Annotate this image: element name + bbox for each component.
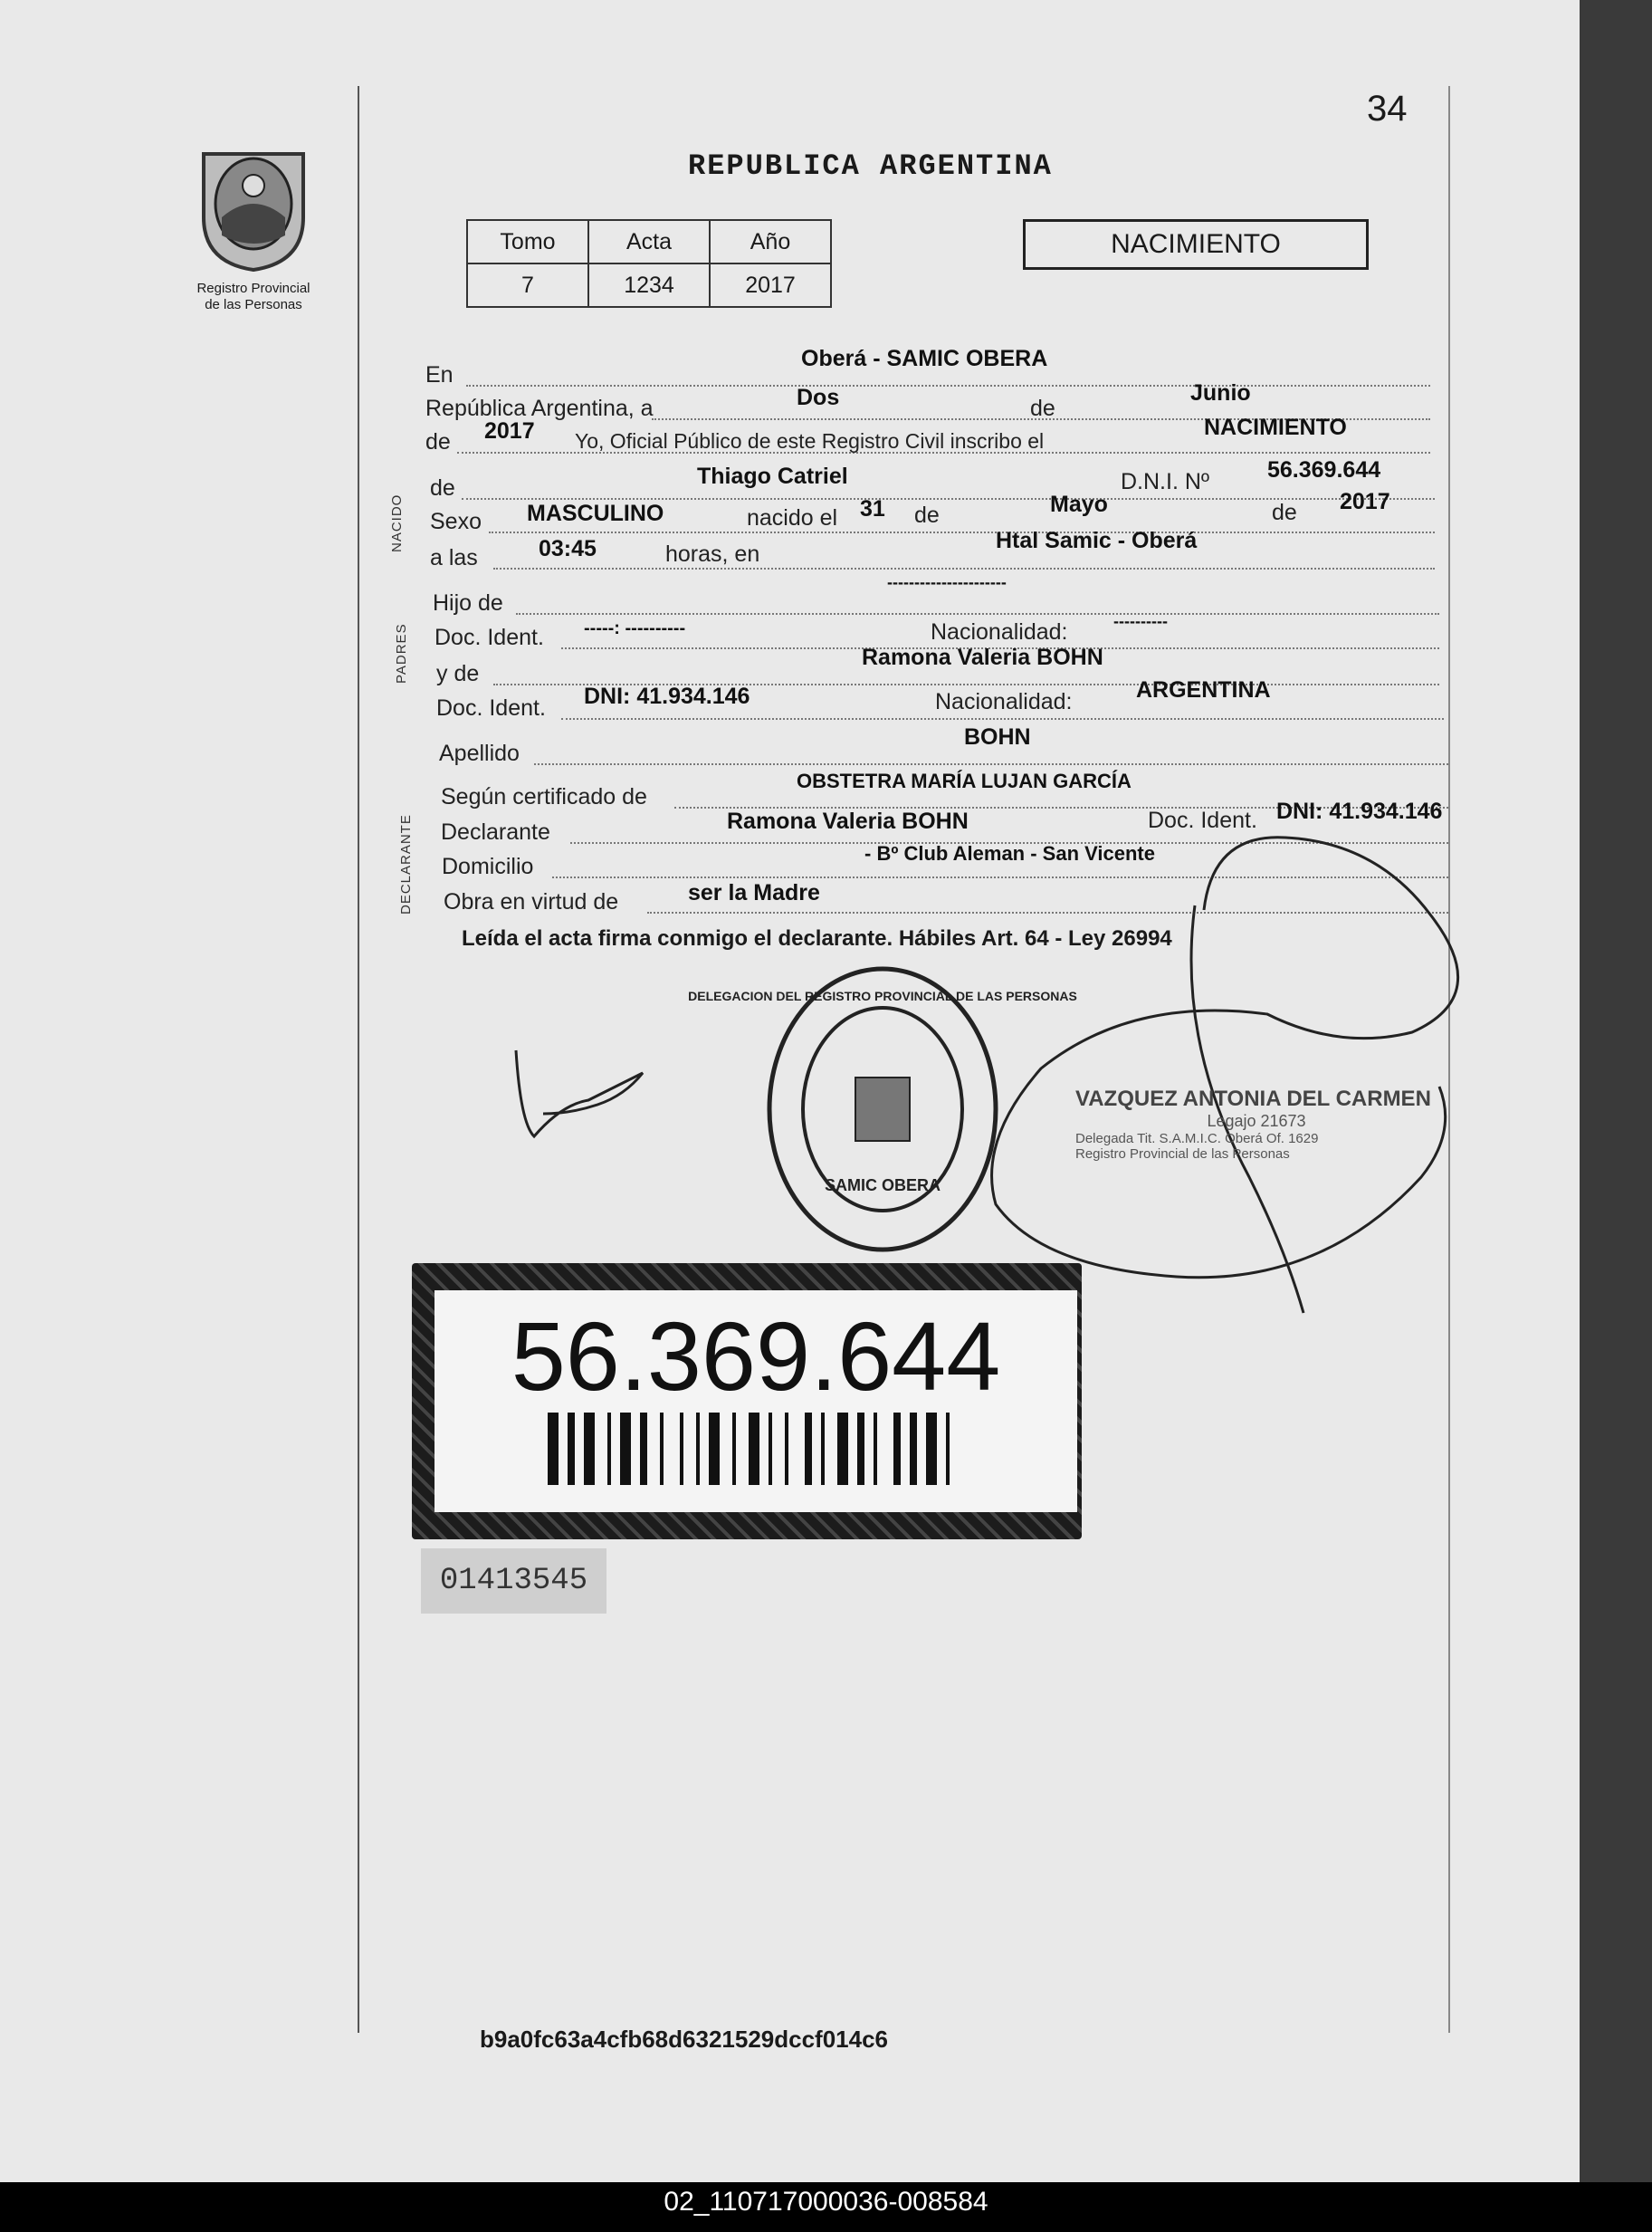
nac1-value: ----------: [1113, 612, 1168, 630]
a-las-label: a las: [430, 545, 478, 570]
horas-label: horas, en: [665, 541, 760, 567]
barcode-bar: [709, 1413, 720, 1485]
official-office: Registro Provincial de las Personas: [1075, 1146, 1290, 1162]
birth-month: Mayo: [1050, 492, 1108, 517]
barcode-bar: [857, 1413, 864, 1485]
domicilio-value: - Bº Club Aleman - San Vicente: [864, 842, 1155, 865]
act-value: NACIMIENTO: [1204, 415, 1347, 440]
barcode-bar: [769, 1413, 772, 1485]
hijo-label: Hijo de: [433, 590, 503, 616]
signature-right-icon: [992, 838, 1458, 1278]
day-value: Dos: [797, 385, 840, 410]
barcode-bar: [640, 1413, 647, 1485]
background-edge: [1580, 0, 1652, 2182]
year-value: 2017: [484, 418, 535, 444]
page-number: 34: [1367, 89, 1408, 129]
barcode-bar: [660, 1413, 664, 1485]
official-stamp: [688, 960, 1077, 1259]
doc1-value: -----: ----------: [584, 618, 686, 638]
signature-left-icon: [516, 1050, 643, 1136]
barcode-bar: [805, 1413, 812, 1485]
cert-value: OBSTETRA MARÍA LUJAN GARCÍA: [797, 770, 1132, 792]
birth-place: Htal Samic - Oberá: [996, 528, 1198, 553]
en-label: En: [425, 362, 454, 388]
sexo-value: MASCULINO: [527, 501, 664, 526]
barcode-bar: [837, 1413, 848, 1485]
birth-time: 03:45: [539, 536, 597, 561]
domicilio-label: Domicilio: [442, 854, 534, 879]
doc2-value: DNI: 41.934.146: [584, 684, 750, 709]
header-acta: Acta: [588, 220, 710, 263]
barcode-bar: [785, 1413, 788, 1485]
sexo-label: Sexo: [430, 509, 482, 534]
crest-caption-line2: de las Personas: [205, 297, 302, 312]
place-value: Oberá - SAMIC OBERA: [801, 346, 1048, 371]
obra-label: Obra en virtud de: [444, 889, 619, 915]
y-de-label: y de: [436, 661, 480, 686]
barcode-bar: [584, 1413, 595, 1485]
doc1-label: Doc. Ident.: [434, 625, 544, 650]
barcode-icon: [548, 1413, 964, 1485]
doc2-label: Doc. Ident.: [436, 695, 546, 721]
section-label-padres: PADRES: [394, 623, 409, 684]
nac2-value: ARGENTINA: [1136, 677, 1271, 703]
decl-doc-value: DNI: 41.934.146: [1276, 799, 1443, 824]
nac2-label: Nacionalidad:: [935, 689, 1073, 714]
stamp-crest-icon: [855, 1078, 910, 1141]
barcode-bar: [607, 1413, 611, 1485]
republica-label: República Argentina, a: [425, 396, 654, 421]
value-tomo: 7: [467, 263, 588, 307]
apellido-value: BOHN: [964, 724, 1031, 750]
closing-text: Leída el acta firma conmigo el declarante. Hábiles Art. 64 - Ley 26994: [462, 926, 1172, 951]
official-legajo: Legajo 21673: [1207, 1112, 1306, 1130]
birth-day: 31: [860, 496, 885, 522]
de-label: de: [425, 429, 451, 455]
barcode-bar: [821, 1413, 825, 1485]
nac1-label: Nacionalidad:: [931, 619, 1068, 645]
de-label: de: [430, 475, 455, 501]
page-title: REPUBLICA ARGENTINA: [688, 149, 1053, 183]
mother-value: Ramona Valeria BOHN: [862, 645, 1103, 670]
obra-value: ser la Madre: [688, 880, 820, 905]
cert-label: Según certificado de: [441, 784, 647, 809]
father-value: ----------------------: [887, 573, 1007, 591]
record-type-box: NACIMIENTO: [1023, 219, 1369, 270]
value-acta: 1234: [588, 263, 710, 307]
barcode-bar: [893, 1413, 901, 1485]
decl-doc-label: Doc. Ident.: [1148, 808, 1257, 833]
nacido-el-label: nacido el: [747, 505, 838, 531]
barcode-number: 56.369.644: [511, 1301, 1001, 1411]
crest-caption-line1: Registro Provincial: [196, 281, 310, 296]
barcode-bar: [910, 1413, 917, 1485]
barcode-bar: [732, 1413, 736, 1485]
stamp-center-text: SAMIC OBERA: [824, 1176, 941, 1194]
value-ano: 2017: [710, 263, 831, 307]
footer-filename: 02_110717000036-008584: [664, 2187, 988, 2217]
oficial-text: Yo, Oficial Público de este Registro Civil inscribo el: [575, 429, 1045, 453]
child-dni: 56.369.644: [1267, 457, 1381, 483]
barcode-bar: [696, 1413, 700, 1485]
barcode-bar: [749, 1413, 759, 1485]
declarante-value: Ramona Valeria BOHN: [727, 809, 969, 834]
declarante-label: Declarante: [441, 819, 550, 845]
barcode-bar: [568, 1413, 575, 1485]
month-value: Junio: [1190, 380, 1251, 406]
barcode-bar: [946, 1413, 950, 1485]
child-name: Thiago Catriel: [697, 464, 848, 489]
birth-year: 2017: [1340, 489, 1390, 514]
barcode-bar: [620, 1413, 631, 1485]
official-stamp-text: [1075, 1087, 1437, 1162]
barcode-bar: [874, 1413, 877, 1485]
de-label-2: de: [1272, 500, 1297, 525]
section-label-declarante: DECLARANTE: [398, 814, 414, 915]
header-tomo: Tomo: [467, 220, 588, 263]
official-name: VAZQUEZ ANTONIA DEL CARMEN: [1075, 1087, 1431, 1111]
barcode-bar: [548, 1413, 559, 1485]
official-role: Delegada Tit. S.A.M.I.C. Oberá Of. 1629: [1075, 1131, 1319, 1146]
header-ano: Año: [710, 220, 831, 263]
de-label: de: [914, 503, 940, 528]
stamp-ring-text: DELEGACION DEL REGISTRO PROVINCIAL DE LAS PERSONAS: [688, 989, 1077, 1003]
document-hash: b9a0fc63a4cfb68d6321529dccf014c6: [480, 2026, 889, 2053]
de-label: de: [1030, 396, 1055, 421]
barcode-bar: [926, 1413, 937, 1485]
apellido-label: Apellido: [439, 741, 520, 766]
serial-number: 01413545: [421, 1548, 606, 1614]
section-label-nacido: NACIDO: [389, 493, 405, 552]
dni-label: D.N.I. Nº: [1121, 469, 1210, 494]
barcode-bar: [680, 1413, 683, 1485]
